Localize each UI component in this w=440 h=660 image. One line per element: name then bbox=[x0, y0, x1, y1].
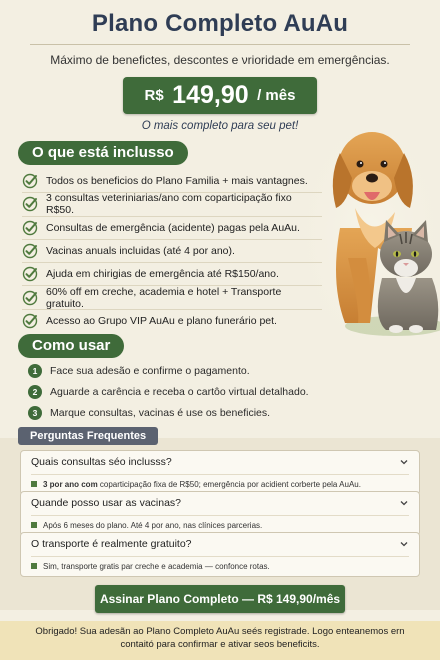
included-heading: O que está inclusso bbox=[18, 141, 188, 165]
faq-question-text: Quande posso usar as vacinas? bbox=[31, 497, 182, 509]
faq-item[interactable] bbox=[20, 491, 420, 536]
check-icon bbox=[22, 173, 38, 189]
faq-question[interactable] bbox=[21, 451, 419, 471]
chevron-down-icon[interactable] bbox=[399, 539, 409, 549]
included-item-label: 60% off em creche, academia e hotel + Transporte gratuito. bbox=[46, 285, 282, 310]
step-number-badge: 1 bbox=[28, 364, 42, 378]
bullet-icon bbox=[31, 563, 37, 569]
check-icon bbox=[22, 313, 38, 329]
included-item bbox=[22, 263, 322, 286]
faq-item[interactable] bbox=[20, 450, 420, 495]
chevron-down-icon[interactable] bbox=[399, 498, 409, 508]
step-number-badge: 3 bbox=[28, 406, 42, 420]
faq-answer bbox=[31, 474, 409, 490]
price-amount: 149,90 bbox=[172, 81, 249, 109]
step-item bbox=[28, 360, 408, 381]
check-icon bbox=[22, 196, 38, 212]
check-icon bbox=[22, 290, 38, 306]
faq-question-text: O transporte é realmente gratuito? bbox=[31, 538, 192, 550]
included-item bbox=[22, 170, 322, 193]
step-number-badge: 2 bbox=[28, 385, 42, 399]
bullet-icon bbox=[31, 481, 37, 487]
included-item bbox=[22, 217, 322, 240]
step-text: Aguarde a carência e receba o cartôo virtual detalhado. bbox=[50, 385, 309, 398]
step-item bbox=[28, 381, 408, 402]
included-item-label: Ajuda em chirigias de emergência até R$150/ano. bbox=[46, 268, 279, 281]
step-text: Marque consultas, vacinas é use os beneficies. bbox=[50, 406, 271, 419]
page-title: Plano Completo AuAu bbox=[91, 10, 349, 37]
steps-list bbox=[28, 360, 408, 423]
tagline: O mais completo para seu pet! bbox=[141, 120, 299, 132]
step-text: Face sua adesão e confirme o pagamento. bbox=[50, 364, 250, 377]
included-item bbox=[22, 286, 322, 309]
faq-answer-text: Sim, transporte gratis par creche e academia — confonce rotas. bbox=[43, 561, 270, 571]
faq-answer bbox=[31, 556, 409, 572]
page-subtitle: Máximo de benefictes, descontes e νrioridade em emergências. bbox=[50, 53, 390, 67]
how-to-heading: Como usar bbox=[18, 334, 124, 358]
step-item bbox=[28, 402, 408, 423]
faq-question[interactable] bbox=[21, 533, 419, 553]
faq-heading: Perguntas Frequentes bbox=[18, 427, 158, 445]
included-item-label: Todos os beneficios do Plano Familia + mais vantagnes. bbox=[46, 175, 308, 188]
included-item bbox=[22, 240, 322, 263]
faq-answer bbox=[31, 515, 409, 531]
price-currency: R$ bbox=[144, 87, 164, 104]
check-icon bbox=[22, 243, 38, 259]
faq-answer-text: coparticipação fixa de R$50; emergência por acidient corberte pela AuAu. bbox=[97, 479, 361, 489]
included-item-label: Vacinas anuals incluidas (até 4 por ano). bbox=[46, 245, 235, 258]
confirmation-footer: Obrigado! Sua adesãn ao Plano Completo AuAu seés registrade. Logo enteanemos ern contaitó para confirmar e ativar seos beneficits. bbox=[0, 621, 440, 660]
faq-item[interactable] bbox=[20, 532, 420, 577]
faq-question[interactable] bbox=[21, 492, 419, 512]
price-period: / mês bbox=[257, 87, 296, 104]
included-item bbox=[22, 193, 322, 216]
check-icon bbox=[22, 220, 38, 236]
chevron-down-icon[interactable] bbox=[399, 457, 409, 467]
faq-answer-text: Após 6 meses do plano. Até 4 por ano, nas clínices parcerias. bbox=[43, 520, 263, 530]
included-item bbox=[22, 310, 322, 333]
title-divider bbox=[30, 44, 410, 45]
faq-question-text: Quais consultas séo inclusss? bbox=[31, 456, 172, 468]
price-badge bbox=[123, 77, 318, 114]
bullet-icon bbox=[31, 522, 37, 528]
faq-answer-strong: 3 por ano com bbox=[43, 479, 98, 489]
included-item-label: Consultas de emergência (acidente) pagas pela AuAu. bbox=[46, 221, 300, 234]
included-item-label: Acesso ao Grupo VIP AuAu e plano funerário pet. bbox=[46, 315, 277, 328]
included-list bbox=[22, 170, 322, 333]
check-icon bbox=[22, 266, 38, 282]
included-item-label: 3 consultas veteriniarias/ano com coparticipação fixo R$50. bbox=[46, 192, 292, 217]
subscribe-button[interactable]: Assinar Plano Completo — R$ 149,90/mês bbox=[95, 585, 345, 613]
